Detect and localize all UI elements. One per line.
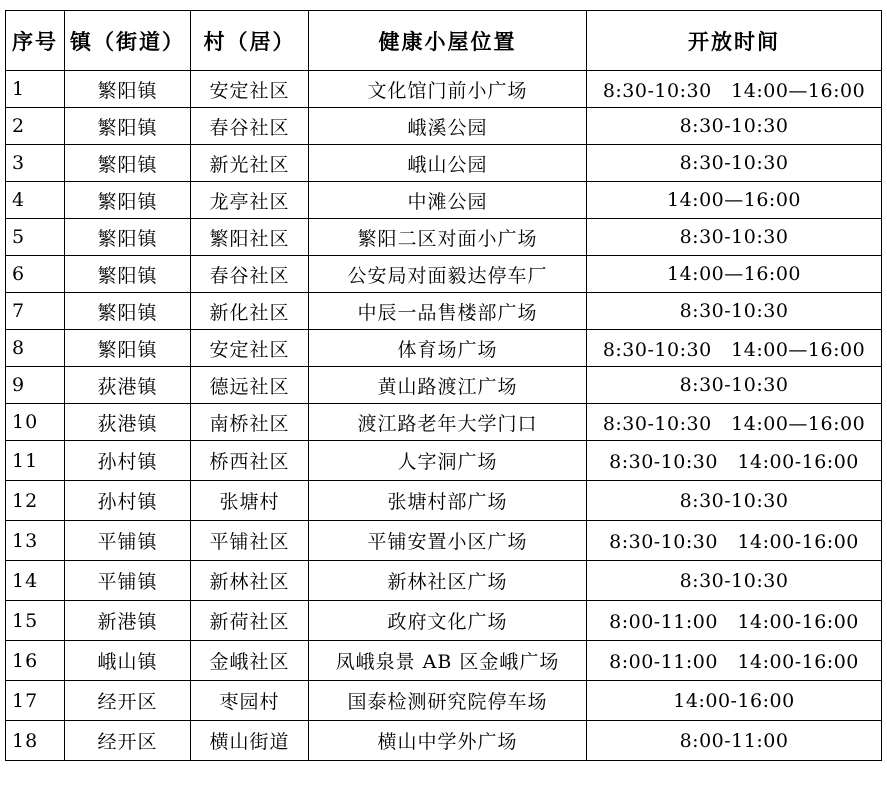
cell-location: 张塘村部广场	[309, 481, 587, 521]
cell-village: 平铺社区	[191, 521, 309, 561]
table-row	[6, 71, 882, 108]
cell-open-time: 8:30-10:30	[587, 481, 882, 521]
cell-open-time: 14:00—16:00	[587, 182, 882, 219]
cell-town: 平铺镇	[65, 561, 191, 601]
cell-village: 龙亭社区	[191, 182, 309, 219]
cell-village: 金峨社区	[191, 641, 309, 681]
table-row	[6, 641, 882, 681]
cell-no: 6	[6, 256, 65, 293]
cell-open-time: 8:30-10:30	[587, 108, 882, 145]
cell-location: 黄山路渡江广场	[309, 367, 587, 404]
cell-location: 峨溪公园	[309, 108, 587, 145]
cell-village: 春谷社区	[191, 108, 309, 145]
cell-village: 枣园村	[191, 681, 309, 721]
cell-town: 新港镇	[65, 601, 191, 641]
cell-no: 5	[6, 219, 65, 256]
cell-no: 14	[6, 561, 65, 601]
table-row	[6, 293, 882, 330]
table-row	[6, 256, 882, 293]
table-body	[6, 71, 882, 761]
cell-open-time: 14:00—16:00	[587, 256, 882, 293]
cell-town: 繁阳镇	[65, 219, 191, 256]
cell-village: 南桥社区	[191, 404, 309, 441]
cell-no: 9	[6, 367, 65, 404]
cell-village: 张塘村	[191, 481, 309, 521]
cell-village: 新化社区	[191, 293, 309, 330]
cell-location: 峨山公园	[309, 145, 587, 182]
cell-location: 平铺安置小区广场	[309, 521, 587, 561]
table-row	[6, 330, 882, 367]
table-row	[6, 561, 882, 601]
cell-open-time: 8:30-10:30 14:00—16:00	[587, 71, 882, 108]
cell-no: 17	[6, 681, 65, 721]
cell-location: 新林社区广场	[309, 561, 587, 601]
header-open-time: 开放时间	[587, 11, 882, 71]
header-village: 村（居）	[191, 11, 309, 71]
cell-town: 繁阳镇	[65, 71, 191, 108]
cell-open-time: 14:00-16:00	[587, 681, 882, 721]
cell-village: 安定社区	[191, 71, 309, 108]
cell-no: 2	[6, 108, 65, 145]
cell-location: 渡江路老年大学门口	[309, 404, 587, 441]
cell-open-time: 8:30-10:30	[587, 561, 882, 601]
table-row	[6, 367, 882, 404]
table-row	[6, 481, 882, 521]
cell-no: 4	[6, 182, 65, 219]
cell-open-time: 8:00-11:00	[587, 721, 882, 761]
cell-town: 繁阳镇	[65, 256, 191, 293]
table-row	[6, 521, 882, 561]
cell-town: 孙村镇	[65, 441, 191, 481]
cell-village: 德远社区	[191, 367, 309, 404]
cell-location: 公安局对面毅达停车厂	[309, 256, 587, 293]
cell-no: 13	[6, 521, 65, 561]
cell-open-time: 8:30-10:30 14:00—16:00	[587, 404, 882, 441]
cell-town: 孙村镇	[65, 481, 191, 521]
header-town: 镇（街道）	[65, 11, 191, 71]
health-hut-schedule-table	[5, 10, 882, 761]
table-row	[6, 108, 882, 145]
cell-village: 安定社区	[191, 330, 309, 367]
cell-no: 7	[6, 293, 65, 330]
cell-town: 繁阳镇	[65, 145, 191, 182]
cell-no: 11	[6, 441, 65, 481]
cell-open-time: 8:30-10:30	[587, 219, 882, 256]
cell-village: 横山街道	[191, 721, 309, 761]
table-row	[6, 404, 882, 441]
cell-no: 3	[6, 145, 65, 182]
cell-location: 繁阳二区对面小广场	[309, 219, 587, 256]
cell-no: 18	[6, 721, 65, 761]
cell-location: 横山中学外广场	[309, 721, 587, 761]
cell-open-time: 8:30-10:30 14:00—16:00	[587, 330, 882, 367]
cell-town: 荻港镇	[65, 367, 191, 404]
cell-open-time: 8:30-10:30	[587, 367, 882, 404]
cell-no: 8	[6, 330, 65, 367]
cell-town: 峨山镇	[65, 641, 191, 681]
cell-town: 平铺镇	[65, 521, 191, 561]
table-row	[6, 601, 882, 641]
cell-village: 春谷社区	[191, 256, 309, 293]
cell-open-time: 8:00-11:00 14:00-16:00	[587, 641, 882, 681]
cell-location: 国泰检测研究院停车场	[309, 681, 587, 721]
cell-town: 繁阳镇	[65, 330, 191, 367]
cell-location: 中滩公园	[309, 182, 587, 219]
table-row	[6, 182, 882, 219]
table-row	[6, 219, 882, 256]
cell-location: 人字洞广场	[309, 441, 587, 481]
cell-open-time: 8:00-11:00 14:00-16:00	[587, 601, 882, 641]
cell-location: 中辰一品售楼部广场	[309, 293, 587, 330]
cell-location: 政府文化广场	[309, 601, 587, 641]
cell-town: 经开区	[65, 681, 191, 721]
table-row	[6, 681, 882, 721]
cell-village: 新光社区	[191, 145, 309, 182]
cell-town: 繁阳镇	[65, 108, 191, 145]
header-no: 序号	[6, 11, 65, 71]
cell-village: 新荷社区	[191, 601, 309, 641]
cell-town: 繁阳镇	[65, 182, 191, 219]
header-location: 健康小屋位置	[309, 11, 587, 71]
cell-town: 荻港镇	[65, 404, 191, 441]
table-header	[6, 11, 882, 71]
cell-location: 文化馆门前小广场	[309, 71, 587, 108]
cell-open-time: 8:30-10:30	[587, 145, 882, 182]
cell-open-time: 8:30-10:30	[587, 293, 882, 330]
cell-no: 1	[6, 71, 65, 108]
cell-no: 10	[6, 404, 65, 441]
cell-no: 12	[6, 481, 65, 521]
cell-town: 繁阳镇	[65, 293, 191, 330]
cell-no: 16	[6, 641, 65, 681]
cell-no: 15	[6, 601, 65, 641]
cell-open-time: 8:30-10:30 14:00-16:00	[587, 521, 882, 561]
cell-village: 繁阳社区	[191, 219, 309, 256]
cell-open-time: 8:30-10:30 14:00-16:00	[587, 441, 882, 481]
header-row	[6, 11, 882, 71]
cell-village: 桥西社区	[191, 441, 309, 481]
table-row	[6, 721, 882, 761]
cell-location: 凤峨泉景 AB 区金峨广场	[309, 641, 587, 681]
table-row	[6, 145, 882, 182]
cell-village: 新林社区	[191, 561, 309, 601]
table-row	[6, 441, 882, 481]
cell-town: 经开区	[65, 721, 191, 761]
cell-location: 体育场广场	[309, 330, 587, 367]
